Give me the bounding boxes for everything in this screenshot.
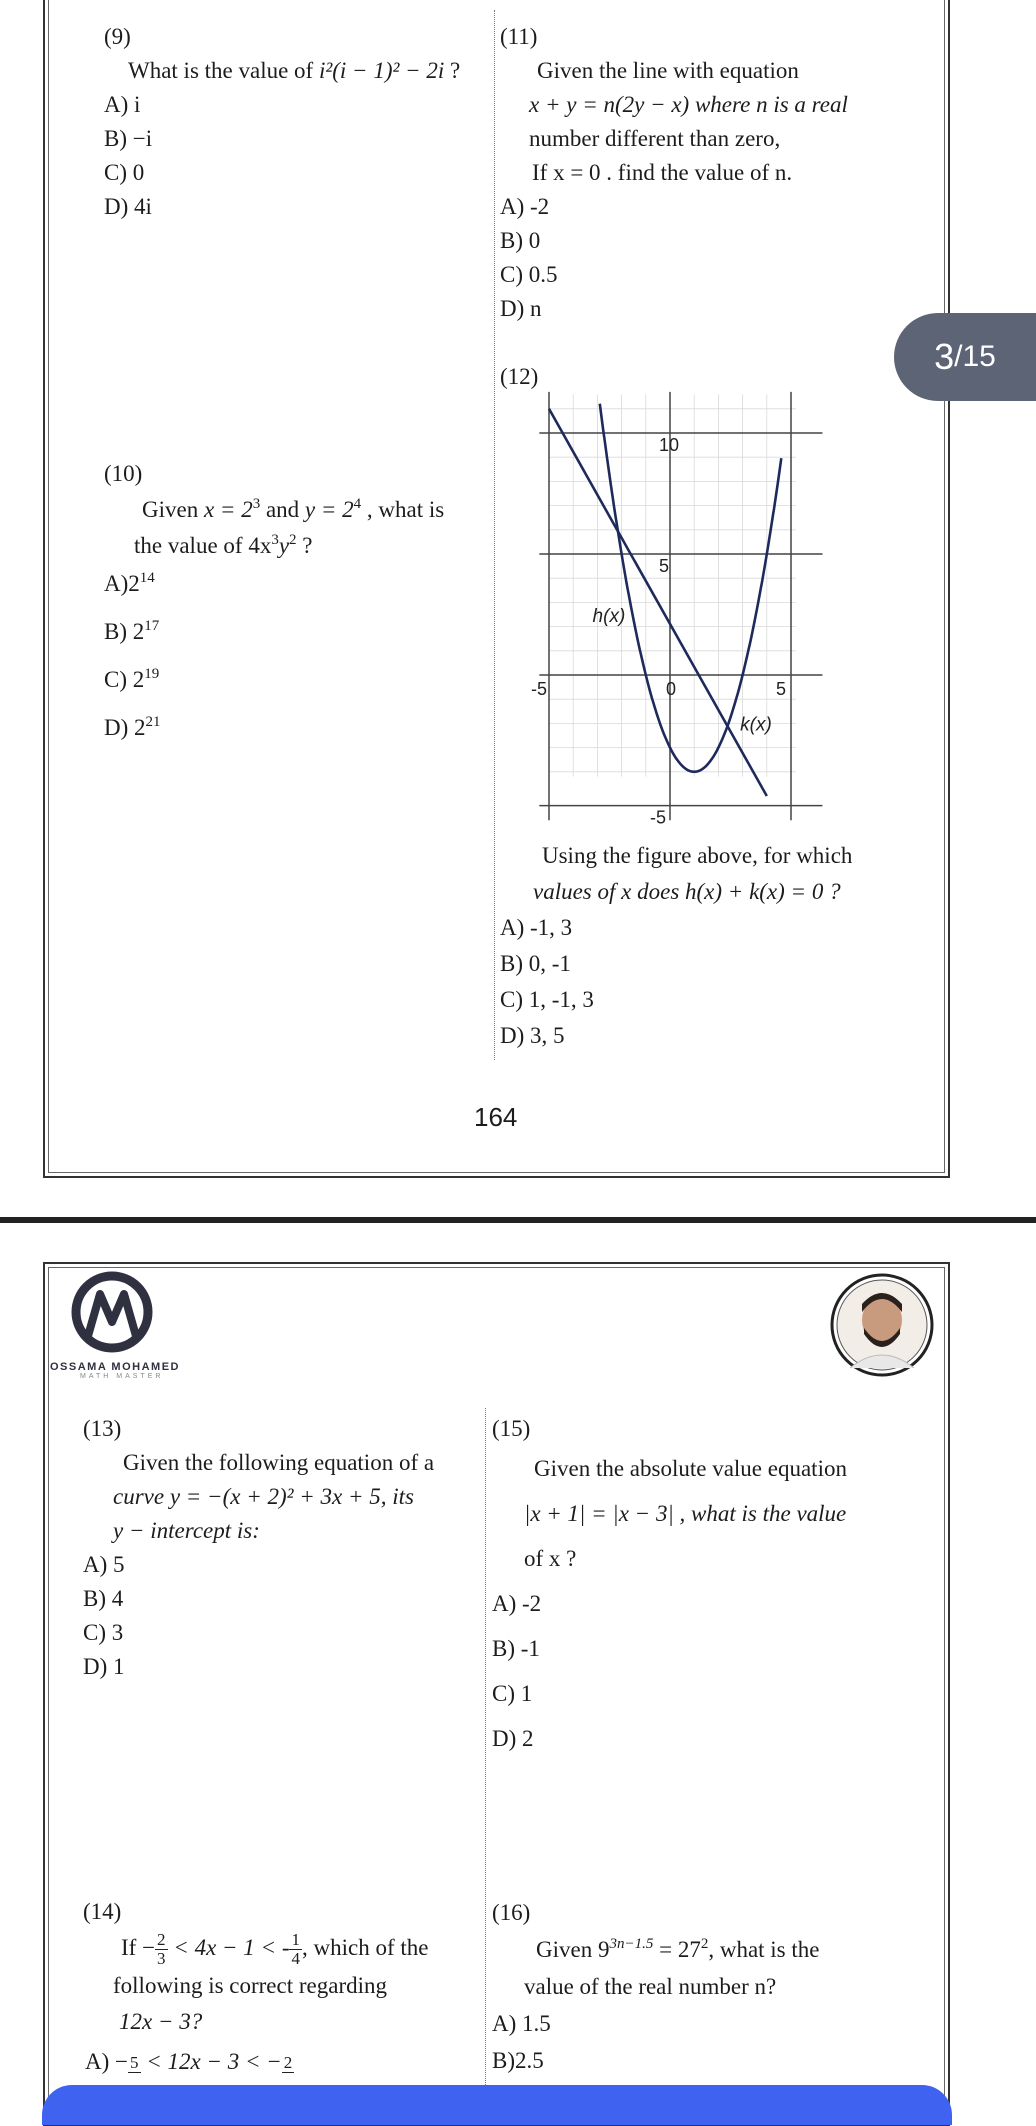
option-a[interactable]: A) -2 bbox=[492, 1591, 542, 1616]
logo-subtext: MATH MASTER bbox=[80, 1373, 164, 1380]
question-stem-line-1: If − $\frac{2}{3}$ < 4x − 1 < - $\frac{1}{4}$ , which of the bbox=[121, 1930, 429, 1969]
question-16 bbox=[492, 1894, 912, 2079]
tick-label-y-10: 10 bbox=[659, 435, 680, 455]
question-number: (11) bbox=[500, 24, 538, 49]
question-10 bbox=[104, 456, 494, 746]
page-separator bbox=[0, 1217, 1036, 1223]
question-stem-line-2: |x + 1| = |x − 3| , what is the value bbox=[524, 1501, 847, 1526]
graph-curves bbox=[549, 404, 781, 796]
option-b[interactable]: B) 0, -1 bbox=[500, 951, 571, 976]
option-b[interactable]: B)2.5 bbox=[492, 2048, 544, 2073]
question-stem-line-2: curve y = −(x + 2)² + 3x + 5, its bbox=[113, 1484, 414, 1509]
question-12-number: (12) bbox=[500, 364, 539, 389]
question-stem-line-1: Given $9^{3n-1.5} = 27^2$, what is the bbox=[536, 1936, 820, 1962]
question-stem: What is the value of i²(i − 1)² − 2i ? bbox=[128, 58, 461, 83]
option-a[interactable]: A) -1, 3 bbox=[500, 915, 573, 940]
page-indicator-badge: 3 /15 bbox=[894, 313, 1036, 401]
option-b[interactable]: B) -1 bbox=[492, 1636, 540, 1661]
option-a[interactable]: A) 5 bbox=[83, 1552, 125, 1577]
logo-mark bbox=[50, 1272, 190, 1356]
option-d[interactable]: D) 2 bbox=[492, 1726, 534, 1751]
question-stem-line-2: x + y = n(2y − x) where n is a real bbox=[529, 92, 848, 117]
option-a[interactable]: A) 1.5 bbox=[492, 2011, 551, 2036]
k-label: k(x) bbox=[740, 714, 772, 736]
option-c[interactable]: C) 1 bbox=[492, 1681, 533, 1706]
tick-label-x-neg5: -5 bbox=[531, 679, 548, 699]
tick-label-y-neg5: -5 bbox=[650, 807, 667, 828]
option-b[interactable]: B) $2^{17}$ bbox=[104, 618, 160, 644]
question-stem-line-3: y − intercept is: bbox=[113, 1518, 260, 1543]
option-b[interactable]: B) 4 bbox=[83, 1586, 124, 1611]
question-stem-line-4: If x = 0 . find the value of n. bbox=[532, 160, 793, 185]
question-13 bbox=[83, 1412, 478, 1684]
tick-label-x-5: 5 bbox=[776, 679, 787, 699]
question-stem-line-1: Given the line with equation bbox=[537, 58, 799, 83]
question-stem-line-3: 12x − 3? bbox=[119, 2009, 203, 2035]
question-stem-line-1: Using the figure above, for which bbox=[542, 843, 853, 868]
option-d[interactable]: D) $2^{21}$ bbox=[104, 714, 161, 740]
option-c[interactable]: C) 0 bbox=[104, 160, 145, 185]
author-avatar bbox=[822, 1272, 942, 1378]
graph-labels bbox=[531, 435, 786, 828]
question-stem-line-1: Given the absolute value equation bbox=[534, 1456, 847, 1481]
option-a[interactable]: A) -2 bbox=[500, 194, 550, 219]
question-number: (16) bbox=[492, 1900, 531, 1925]
question-stem-line-3: number different than zero, bbox=[529, 126, 781, 151]
option-c[interactable]: C) 0.5 bbox=[500, 262, 558, 287]
option-c[interactable]: C) $2^{19}$ bbox=[104, 666, 160, 692]
tick-label-origin: 0 bbox=[666, 679, 677, 699]
option-a[interactable]: A) i bbox=[104, 92, 141, 117]
question-stem-line-2: following is correct regarding bbox=[113, 1973, 387, 1999]
option-d[interactable]: D) 3, 5 bbox=[500, 1023, 565, 1048]
option-a[interactable]: $A)2^{14}$ bbox=[104, 570, 155, 596]
function-graph bbox=[531, 395, 890, 828]
logo bbox=[50, 1272, 190, 1382]
question-12 bbox=[500, 838, 900, 1054]
column-divider bbox=[494, 10, 495, 1060]
option-b[interactable]: B) 0 bbox=[500, 228, 541, 253]
option-a-partial[interactable]: A) − 5 < 12x − 3 < − 2 bbox=[85, 2049, 293, 2075]
question-number: (10) bbox=[104, 461, 143, 486]
question-stem-line-1: Given $x = 2^3$ and $y = 2^4$ , what is bbox=[142, 496, 445, 522]
option-b[interactable]: B) −i bbox=[104, 126, 153, 151]
question-number: (14) bbox=[83, 1899, 122, 1924]
question-number: (15) bbox=[492, 1416, 531, 1441]
option-c[interactable]: C) 1, -1, 3 bbox=[500, 987, 594, 1012]
graph-axes bbox=[539, 392, 822, 820]
logo-text: OSSAMA MOHAMED bbox=[50, 1361, 180, 1373]
question-stem-line-2: the value of $4x^3y^2$ ? bbox=[134, 532, 313, 558]
option-d[interactable]: D) 1 bbox=[83, 1654, 125, 1679]
h-label: h(x) bbox=[592, 605, 626, 627]
question-11 bbox=[500, 20, 900, 326]
bottom-action-bar[interactable] bbox=[42, 2085, 952, 2125]
question-stem-line-2: value of the real number n? bbox=[524, 1974, 777, 1999]
question-stem-line-3: of x ? bbox=[524, 1546, 577, 1571]
option-c[interactable]: C) 3 bbox=[83, 1620, 124, 1645]
option-d[interactable]: D) 4i bbox=[104, 194, 152, 219]
tick-label-y-5: 5 bbox=[659, 556, 670, 576]
avatar-portrait bbox=[822, 1272, 942, 1378]
question-number: (13) bbox=[83, 1416, 122, 1441]
question-stem-line-1: Given the following equation of a bbox=[123, 1450, 435, 1475]
question-number: (9) bbox=[104, 24, 131, 49]
question-stem-line-2: values of x does h(x) + k(x) = 0 ? bbox=[533, 879, 841, 904]
question-9 bbox=[104, 20, 484, 224]
column-divider bbox=[485, 1408, 486, 2101]
question-15 bbox=[492, 1412, 912, 1761]
option-d[interactable]: D) n bbox=[500, 296, 542, 321]
page-number: 164 bbox=[474, 1102, 518, 1132]
question-14 bbox=[83, 1894, 478, 2080]
